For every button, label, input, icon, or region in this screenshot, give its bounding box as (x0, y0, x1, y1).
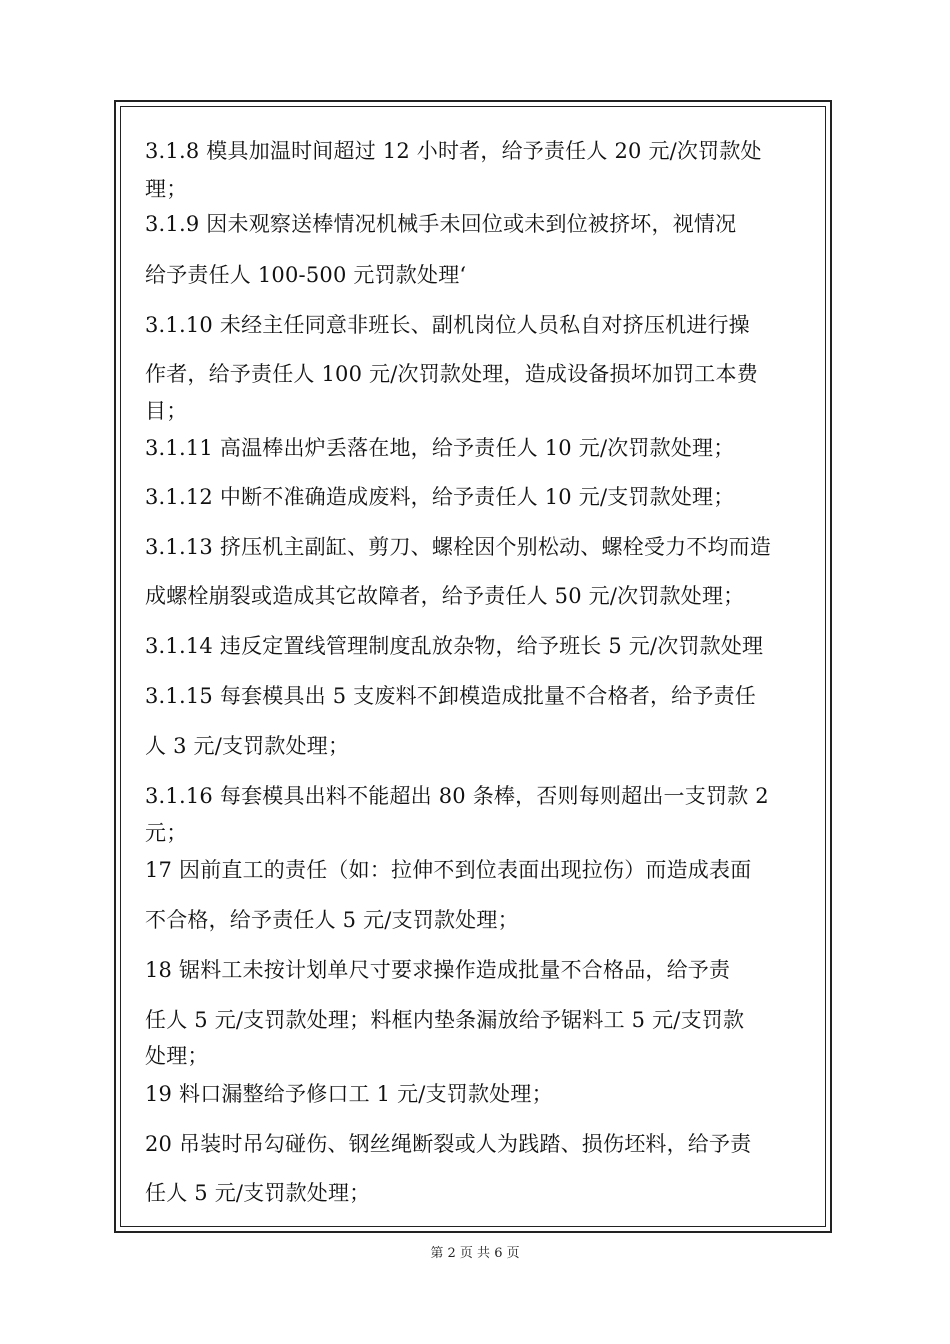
page-number: 第 2 页 共 6 页 (430, 1246, 520, 1261)
text-line: 处理； (145, 1044, 209, 1068)
text-line: 20 吊装时吊勾碰伤、钢丝绳断裂或人为践踏、损伤坯料，给予责 (145, 1132, 752, 1156)
text-line: 3.1.15 每套模具出 5 支废料不卸模造成批量不合格者，给予责任 (145, 684, 756, 708)
text-line: 元； (145, 821, 188, 845)
text-line: 给予责任人 100-500 元罚款处理‘ (145, 263, 467, 287)
text-line: 任人 5 元/支罚款处理；料框内垫条漏放给予锯料工 5 元/支罚款 (145, 1008, 745, 1032)
text-line: 3.1.13 挤压机主副缸、剪刀、螺栓因个别松动、螺栓受力不均而造 (145, 535, 772, 559)
text-line: 不合格，给予责任人 5 元/支罚款处理； (145, 908, 519, 932)
text-line: 目； (145, 399, 188, 423)
text-line: 任人 5 元/支罚款处理； (145, 1181, 371, 1205)
text-line: 3.1.10 未经主任同意非班长、副机岗位人员私自对挤压机进行操 (145, 313, 750, 337)
text-line: 作者，给予责任人 100 元/次罚款处理，造成设备损坏加罚工本费 (145, 362, 758, 386)
text-line: 17 因前直工的责任（如：拉伸不到位表面出现拉伤）而造成表面 (145, 858, 752, 882)
text-line: 人 3 元/支罚款处理； (145, 734, 350, 758)
text-line: 成螺栓崩裂或造成其它故障者，给予责任人 50 元/次罚款处理； (145, 584, 745, 608)
text-line: 3.1.16 每套模具出料不能超出 80 条棒，否则每则超出一支罚款 2 (145, 784, 769, 808)
text-line: 3.1.8 模具加温时间超过 12 小时者，给予责任人 20 元/次罚款处 (145, 139, 762, 163)
text-line: 3.1.12 中断不准确造成废料，给予责任人 10 元/支罚款处理； (145, 485, 735, 509)
text-line: 3.1.14 违反定置线管理制度乱放杂物，给予班长 5 元/次罚款处理 (145, 634, 764, 658)
text-line: 理； (145, 177, 188, 201)
text-line: 19 料口漏整给予修口工 1 元/支罚款处理； (145, 1082, 553, 1106)
text-line: 3.1.9 因未观察送棒情况机械手未回位或未到位被挤坏，视情况 (145, 212, 737, 236)
text-line: 18 锯料工未按计划单尺寸要求操作造成批量不合格品，给予责 (145, 958, 731, 982)
text-line: 3.1.11 高温棒出炉丢落在地，给予责任人 10 元/次罚款处理； (145, 436, 735, 460)
